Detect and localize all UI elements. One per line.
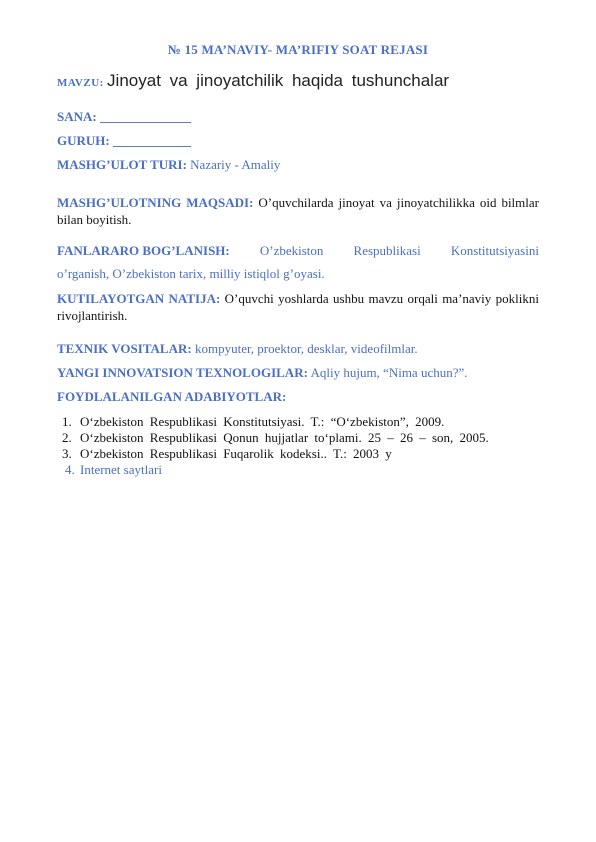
expected-result-paragraph	[57, 290, 539, 324]
list-item: 3. O‘zbekiston Respublikasi Fuqarolik kodeksi.. T.: 2003 y	[78, 446, 538, 462]
references-label: FOYDLALANILGAN ADABIYOTLAR:	[57, 389, 287, 404]
interdisciplinary-word: Respublikasi	[353, 243, 421, 258]
date-blank: ______________	[99, 109, 191, 124]
technical-means-line	[57, 340, 539, 357]
references-list	[57, 414, 538, 478]
interdisciplinary-label: FANLARARO BOG’LANISH:	[57, 243, 230, 258]
goal-value: O’quvchilarda jinoyat va jinoyatchilikka oid bilmlar bilan boyitish.	[57, 195, 539, 227]
date-label: SANA:	[57, 109, 97, 124]
list-item: 1. O‘zbekiston Respublikasi Konstitutsiyasi. T.: “O‘zbekiston”, 2009.	[78, 414, 538, 430]
goal-paragraph	[57, 194, 539, 228]
interdisciplinary-line-2: o’rganish, O’zbekiston tarix, milliy istiqlol g’oyasi.	[57, 266, 325, 281]
topic-label: MAVZU:	[57, 77, 104, 89]
lesson-type-label: MASHG’ULOT TURI:	[57, 157, 187, 172]
topic-line	[57, 70, 539, 94]
interdisciplinary-word: O’zbekiston	[259, 243, 324, 258]
expected-result-value: O’quvchi yoshlarda ushbu mavzu orqali ma’naviy poklikni rivojlantirish.	[57, 291, 539, 323]
document-title: № 15 MA’NAVIY- MA’RIFIY SOAT REJASI	[167, 42, 429, 57]
interdisciplinary-word: Konstitutsiyasini	[450, 243, 539, 258]
innovation-value: Aqliy hujum, “Nima uchun?”.	[310, 365, 468, 380]
list-item: 4. Internet saytlari	[78, 462, 538, 478]
lesson-type-value: Nazariy - Amaliy	[190, 157, 281, 172]
group-line	[57, 132, 539, 149]
lesson-type-line	[57, 156, 539, 173]
technical-means-value: kompyuter, proektor, desklar, videofilmlar.	[194, 341, 418, 356]
goal-label: MASHG’ULOTNING MAQSADI:	[57, 195, 254, 210]
group-label: GURUH:	[57, 133, 110, 148]
interdisciplinary-line-1	[57, 242, 539, 259]
innovation-line	[57, 364, 539, 381]
innovation-label: YANGI INNOVATSION TEXNOLOGILAR:	[57, 365, 308, 380]
list-item: 2. O‘zbekiston Respublikasi Qonun hujjatlar to‘plami. 25 – 26 – son, 2005.	[78, 430, 538, 446]
date-line	[57, 108, 539, 125]
references-heading	[57, 388, 539, 405]
topic-value: Jinoyat va jinoyatchilik haqida tushunchalar	[107, 71, 450, 90]
group-blank: ____________	[112, 133, 191, 148]
technical-means-label: TEXNIK VOSITALAR:	[57, 341, 192, 356]
expected-result-label: KUTILAYOTGAN NATIJA:	[57, 291, 221, 306]
